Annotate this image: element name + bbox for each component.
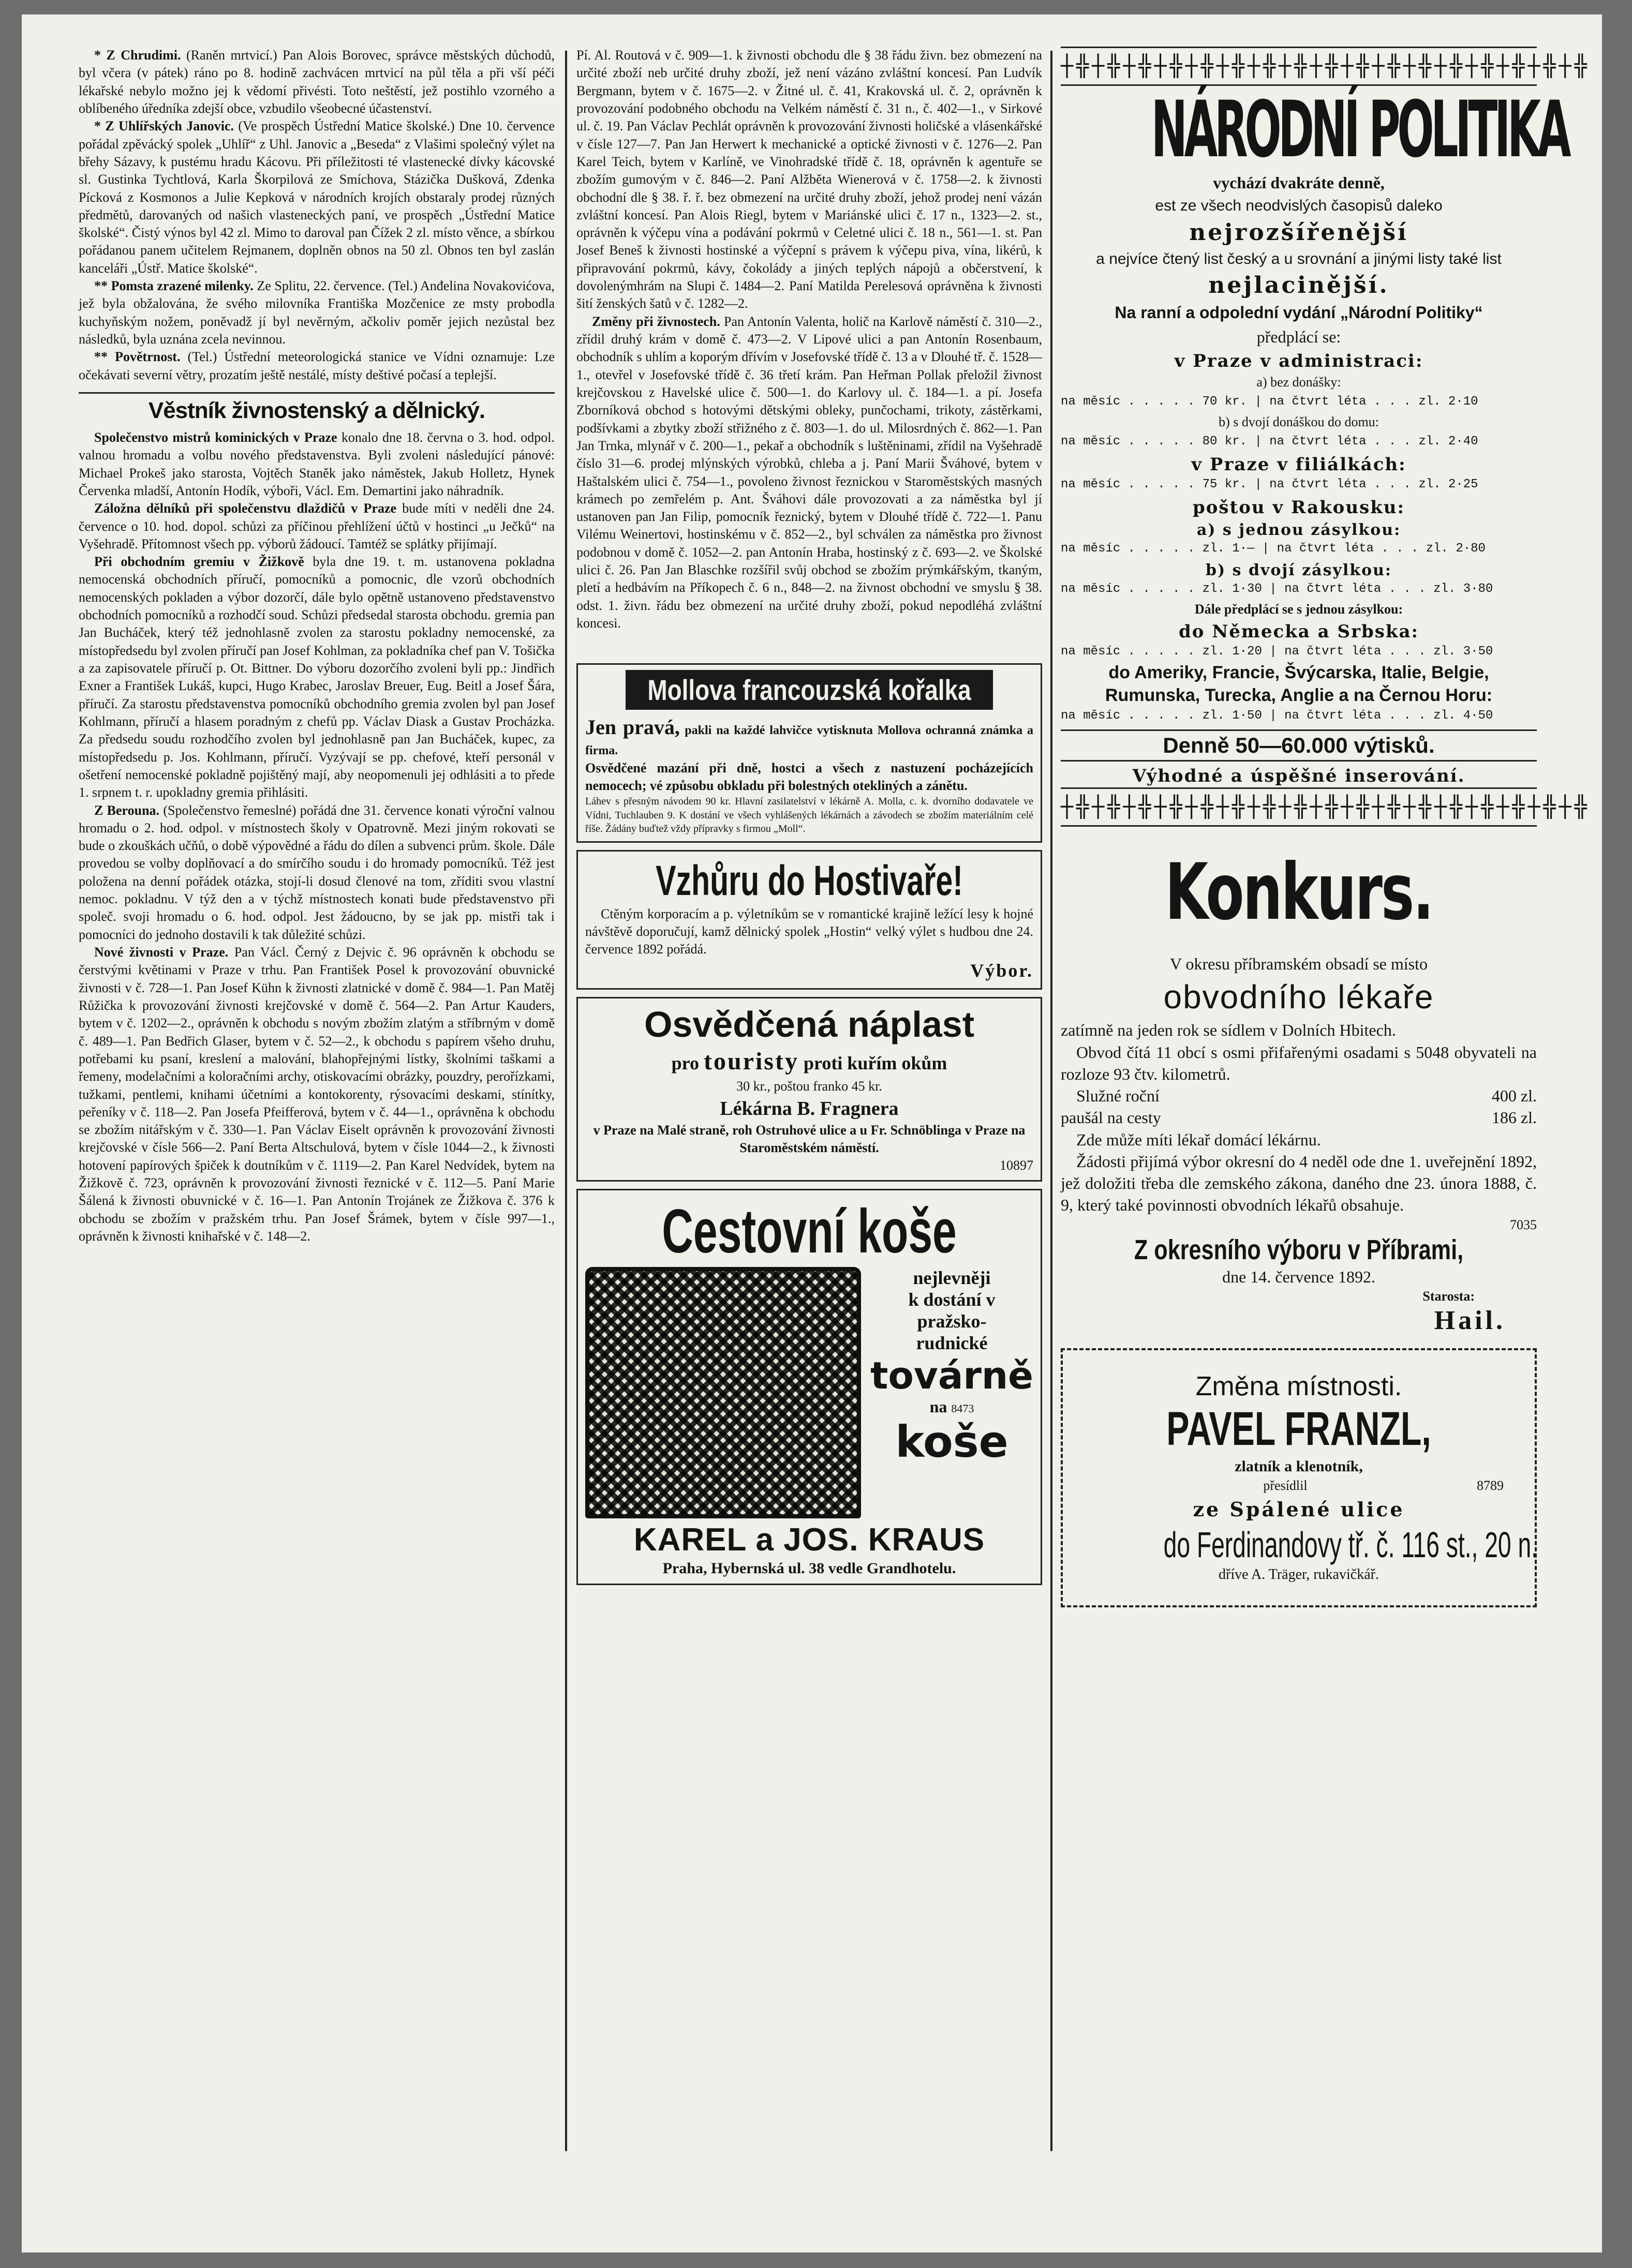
- ad-naplast-touristy: touristy: [703, 1048, 799, 1076]
- news-nove-zivnosti: [79, 944, 555, 1245]
- ad-kose-right: [870, 1267, 1033, 1518]
- news-janovice: [79, 117, 555, 277]
- text-kominici: konalo dne 18. června o 3. hod. odpol. valnou hromadu a volbu nového představenstva. Byli zvoleni následující pánové: Michael Prokeš jako starosta, Vojtěch Staněk jako náměstek, Jakub Holletz, Hynek Červenka mladší, Antonín Hodík, výboři, Václ. Em. Demartini jako náhradník.: [79, 429, 555, 498]
- ad-naplast-number: 10897: [1000, 1158, 1033, 1173]
- text-pomsta: Ze Splitu, 22. července. (Tel.) Anđelina Novakovićova, jež byla obžalována, že svého milovníka Františka Mozčenice ze msty probodla kuchyňským nožem, poněvadž jí byl nevěrným, ačkoliv poměr jejich nezůstal bez následků, byla uznána zcela nevinnou.: [79, 278, 555, 347]
- newspaper-page: [22, 14, 1602, 2252]
- ornament-border-mid: [1061, 787, 1590, 827]
- np-dale: Dále předplácí se s jednou zásylkou:: [1194, 601, 1403, 617]
- konkurs-salary-value: 400 zl.: [1491, 1086, 1537, 1106]
- np-filialky: v Praze v filiálkách:: [1191, 454, 1406, 475]
- ornament-icon: ┼╬┼╬┼╬┼╬┼╬┼╬┼╬┼╬┼╬┼╬┼╬┼╬┼╬┼╬┼╬┼╬┼╬: [1061, 795, 1590, 819]
- ad-naplast-lekarna: Lékárna B. Fragnera: [720, 1097, 899, 1120]
- konkurs-intro: V okresu příbramském obsadí se místo: [1169, 954, 1428, 974]
- ad-mollova-jen-prava: Jen pravá,: [585, 715, 680, 739]
- section-title-vestnik: Věstník živnostenský a dělnický.: [79, 392, 555, 424]
- ad-hostivar: [576, 850, 1042, 990]
- lead-janovice: * Z Uhlířských Janovic.: [94, 118, 234, 134]
- konkurs-p3: Zde může míti lékař domácí lékárnu.: [1076, 1130, 1321, 1149]
- np-dvoji: b) s dvojí donáškou do domu:: [1219, 414, 1379, 429]
- news-zmeny: [576, 313, 1042, 633]
- konkurs-paus-label: paušál na cesty: [1061, 1108, 1161, 1127]
- ad-kose: [576, 1189, 1042, 1586]
- news-pomsta: [79, 277, 555, 348]
- ad-kose-num: 8473: [951, 1401, 974, 1415]
- np-dvoji-zas: b) s dvojí zásylkou:: [1206, 561, 1392, 579]
- konkurs-paus: [1061, 1107, 1537, 1128]
- ad-mollova-title: Mollova francouzská kořalka: [626, 670, 993, 710]
- ad-kose-address: Praha, Hybernská ul. 38 vedle Grandhotelu.: [662, 1559, 956, 1577]
- ad-naplast-pro: pro: [671, 1053, 699, 1074]
- ad-kose-company: KAREL a JOS. KRAUS: [633, 1521, 985, 1558]
- ad-mollova: [576, 663, 1042, 842]
- lead-chrudim: * Z Chrudimi.: [94, 48, 181, 63]
- ad-hostivar-title: Vzhůru do Hostivaře!: [656, 857, 963, 904]
- text-nove-zivnosti: Pan Václ. Černý z Dejvic č. 96 oprávněn k obchodu se čerstvými květinami v Praze v trhu. Pan František Posel k provozování obuvnické živnosti v č. 728—1. Pan Josef Kühn k živnosti zlatnické v domě č. 984—1. Pan Matěj Růžička k provozování živnosti krejčovské v domě č. 564—2. Pan Artur Kauders, bytem v č. 1202—2., oprávněn k obchodu s novým zbožím zlatým a stříbrným v domě č. 489—1. Pan Bedřich Glaser, bytem v č. 52—2., k obchodu s papírem všeho druhu, potřebami ku psaní, kreslení a malování, blahopřejnými lístky, školními taškami a řemeny, modelačními a koloračními archy, otiskovacími obrázky, pouzdry, perořízkami, tužkami, pentlemi, knihami účetními a kontokorenty, rýsovacími deskami, stínítky, peřeníky v č. 118—2. Pan Josefa Pfeifferová, bytem v č. 44—1., oprávněna k obchodu se zbožím nitářským v č. 330—1. Pan Václav Eiselt oprávněn k provozování živnosti krejčovské v čísle 566—2. Paní Berta Altschulová, bytem v čísle 1044—2., k živnosti hotovení papírových špiček k doutníkům v č. 1119—2. Pan Karel Nedvídek, bytem na Žižkově č. 723, oprávněn k provozování živnosti řeznické v č. 112—5. Paní Marie Šálená k živnosti obuvnické v č. 16—1. Pan Antonín Trojánek ze Žižkova č. 376 k obchodu se zbožím v pražském trhu. Pan Josef Šrámek, bytem v čísle 997—1., oprávněn k živnosti knihařské v č. 148—2.: [79, 945, 555, 1244]
- ad-mollova-jen-note: pakli na každé lahvičce vytisknuta Mollova ochranná známka a firma.: [585, 724, 1034, 758]
- konkurs-salary: [1061, 1085, 1537, 1107]
- ad-naplast-kuri: proti kuřím okům: [803, 1053, 947, 1074]
- ad-franzl-num: 8789: [1477, 1478, 1504, 1493]
- np-price-6: na měsíc . . . . . zl. 1·20 | na čtvrt léta . . . zl. 3·50: [1061, 644, 1493, 659]
- np-bez-donasky: a) bez donášky:: [1256, 374, 1341, 390]
- column-left: [79, 47, 555, 2162]
- konkurs-salary-label: Služné roční: [1076, 1086, 1160, 1106]
- ad-kose-r7: koše: [895, 1416, 1008, 1467]
- np-nejvice: a nejvíce čtený list český a u srovnání a jinými listy také list: [1096, 250, 1502, 267]
- ad-mollova-body: Osvědčené mazání při dně, hostci a všech z nastuzení pocházejících nemocech; vé způsobu obkladu při bolestných otekliných a zánětu.: [585, 760, 1033, 794]
- konkurs-starosta: Starosta:: [1422, 1289, 1475, 1304]
- np-ameriky: do Ameriky, Francie, Švýcarska, Italie, Belgie, Rumunska, Turecka, Anglie a na Černou Horu:: [1105, 662, 1493, 706]
- ad-kose-r5: továrně: [870, 1353, 1033, 1397]
- ad-kose-r1: nejlevněji: [913, 1267, 991, 1288]
- konkurs-paus-value: 186 zl.: [1491, 1108, 1537, 1127]
- basket-illustration: [585, 1267, 861, 1518]
- konkurs-p1: zatímně na jeden rok se sídlem v Dolních Hbitech.: [1061, 1021, 1396, 1040]
- np-price-3: na měsíc . . . . . 75 kr. | na čtvrt léta . . . zl. 2·25: [1061, 478, 1478, 492]
- ad-naplast-title: Osvědčená náplast: [644, 1004, 975, 1045]
- news-gremium: [79, 553, 555, 801]
- ad-mollova-price: Láhev s přesným návodem 90 kr. Hlavní zasilatelství v lékárně A. Molla, c. k. dvorního dodavatele ve Vídni, Tuchlauben 9. K dostání ve všech vyhlášených lékárnách a závodech se zbožím materiálním celé říše. Žádány buďtež vždy přípravky s firmou „Moll“.: [585, 796, 1033, 835]
- lead-zalozna: Záložna dělníků při společenstvu dlaždičů v Praze: [94, 501, 397, 516]
- lead-gremium: Při obchodním gremiu v Žižkově: [94, 554, 304, 570]
- lead-beroun: Z Berouna.: [94, 802, 160, 818]
- lead-nove-zivnosti: Nové živnosti v Praze.: [94, 945, 229, 960]
- lead-povetrnost: ** Povětrnost.: [94, 349, 181, 365]
- ornament-border-top: [1061, 47, 1590, 86]
- np-price-1: na měsíc . . . . . 70 kr. | na čtvrt léta . . . zl. 2·10: [1061, 395, 1478, 409]
- ad-kose-r4: rudnické: [916, 1332, 988, 1353]
- ad-kose-r2: k dostání v: [908, 1289, 996, 1310]
- np-nejlacinejsi: nejlacinější.: [1208, 272, 1389, 299]
- np-price-4: na měsíc . . . . . zl. 1·— | na čtvrt léta . . . zl. 2·80: [1061, 541, 1486, 556]
- ad-franzl-title: Změna místnosti.: [1195, 1371, 1402, 1402]
- ad-hostivar-body: Ctěným korporacím a p. výletníkům se v romantické krajině ležící lesy k hojné návštěvě doporučují, kamž dělnický spolek „Hostin“ velký výlet s hudbou dne 24. července 1892 pořádá.: [585, 906, 1033, 957]
- konkurs-num: 7035: [1510, 1217, 1537, 1232]
- news-beroun: [79, 802, 555, 944]
- np-price-5: na měsíc . . . . . zl. 1·30 | na čtvrt léta . . . zl. 3·80: [1061, 581, 1493, 596]
- ad-franzl-ze: ze Spálené ulice: [1193, 1498, 1405, 1521]
- lead-zmeny: Změny při živnostech.: [592, 314, 720, 329]
- text-zmeny: Pan Antonín Valenta, holič na Karlově náměstí č. 310—2., zřídil druhý krám v domě č. 473—2. V Lipové ulici a pan Antonín Rosenbaum, obchodník s uhlím a koporým dřívím v Josefovské třídě č. 13 a v Dlouhé tř. č. 1528—1., otevřel v Josefovské třídě č. 36 třetí krám. Pan Heřman Pollak přeložil živnost krejčovskou z Havelské ulice č. 500—1. do Karlovy ul. č. 184—1. a pí. Josefa Zborníková obchod s hotovými dětskými obleky, punčochami, trikoty, zástěrkami, podšívkami a zbytky zboží střižného z č. 803—1. do ul. Milosrdných č. 862—1. Pan Jan Trnka, mlynář v č. 200—1., pekař a obchodník s luštěninami, zřídil na Vyšehradě číslo 31—6. prodej mlýnských výrobků, chleba a j. Paní Marii Šváhové, bytem v Haštalském ulici č. 754—1., povoleno živnost řeznickou v Staroměstských masných krámech po zemřelém p. Ant. Šváhovi dále provozovati a za náměstka byl jí ustanoven pan Jan Filip, pomocník řeznický, bytem v Dlouhé třídě č. 722—1. Panu Vilému Weinertovi, hostinskému v č. 852—2., byl schválen za náměstka pro živnost podobnou v domě č. 1052—2. pan Antonín Hraba, hostinský z č. 693—2. ve Školské ulici č. 26. Pan Jan Blaschke rozšířil svůj obchod se zbožím prýmkářským, tkaným, pletí a hedbávím na Příkopech č. 6 n., 848—2. na živnost obchodní ve smyslu § 38. odst. 1. živn. řádu bez obmezení na určité druhy zboží, pokud nepodléhá zvláštní koncesi.: [576, 314, 1043, 631]
- news-zalozna: [79, 500, 555, 553]
- ornament-icon: ┼╬┼╬┼╬┼╬┼╬┼╬┼╬┼╬┼╬┼╬┼╬┼╬┼╬┼╬┼╬┼╬┼╬: [1061, 54, 1590, 78]
- text-zalozna: bude míti v neděli dne 24. července o 10. hod. dopol. schůzi za příčinou přehlížení účtů v hostinci „u Ječků“ na Vyšehradě. Přítomnost všech pp. výborů žádoucí. Tamtéž se splátky přijímají.: [79, 501, 555, 551]
- np-predplaci: předplácí se:: [1256, 327, 1341, 346]
- konkurs-date: dne 14. července 1892.: [1222, 1267, 1375, 1286]
- konkurs-p2: Obvod čítá 11 obcí s osmi přifařenými osadami s 5048 obyvateli na rozloze 93 čtv. kilometrů.: [1061, 1042, 1537, 1083]
- ad-kose-r3: pražsko-: [917, 1310, 987, 1332]
- masthead-narodni-politika: NÁRODNÍ POLITIKA: [1151, 85, 1568, 175]
- ad-franzl-presidlil: [1094, 1477, 1504, 1495]
- text-beroun: (Společenstvo řemeslné) pořádá dne 31. července konati výroční valnou hromadu o 2. hod. odpol. v místnostech školy v Opatrovně. Mezi jiným rokovati se bude o zkouškách učňů, o době výpovědné a řádu do dílen a subvenci prům. škole. Dále provedou se volby doplňovací a do smírčího soudu i do hromady pomocníků. Též jest položena na denní pořádek otázka, stojí-li dosud členové na tom, zříditi svou vlastní nemoc. pokladnu. V týž den a v týchž místnostech konati bude představenstvo při společ. svoji hromadu o 6. hod. odpol. Jest žádoucno, by se jak pp. mistři tak i pomocníci do jednoho dostavili k tak důležité schůzi.: [79, 802, 555, 942]
- lead-kominici: Společenstvo mistrů kominických v Praze: [94, 429, 337, 445]
- np-vyhodne: Výhodné a úspěšné inserování.: [1132, 766, 1465, 787]
- column-right: [1061, 47, 1590, 2162]
- ad-franzl-presidlil-text: přesídlil: [1263, 1478, 1308, 1493]
- ad-naplast: [576, 997, 1042, 1182]
- ad-kose-title: Cestovní koše: [662, 1196, 957, 1266]
- ad-mollova-jen: [585, 714, 1033, 759]
- ad-franzl-drive: dříve A. Träger, rukavičkář.: [1219, 1566, 1379, 1583]
- ad-naplast-line1: [585, 1045, 1033, 1078]
- ad-franzl-trade: zlatník a klenotník,: [1235, 1458, 1363, 1475]
- konkurs-title: Konkurs.: [1165, 847, 1433, 938]
- konkurs-name: Hail.: [1434, 1306, 1506, 1336]
- text-janovice: (Ve prospěch Ústřední Matice školské.) Dne 10. července pořádal zpěvácký spolek „Uhlíř“ z Uhl. Janovic a „Beseda“ z Vlašimi společný výlet na břehy Sázavy, k pustému hradu Kácovu. Při příležitosti té vlastenecké dívky kácovské sl. Gustinka Tychtlová, Karla Škorpilová ze Smíchova, Stázička Dušková, Zdenka Pícková z Kosmonos a Julie Kepková v národních krojích obstaraly prodej různých předmětů, darovaných od našich vlasteneckých paní, ve prospěch „Ústřední Matice školské“. Čistý výnos byl 42 zl. Mimo to daroval pan Čížek 2 zl. místo věnce, a sbírkou pořádanou panem učitelem Rejmanem, doplněn obnos na 50 zl. Obnos ten byl zaslán kanceláři „Ústř. Matice školské“.: [79, 118, 555, 276]
- ad-hostivar-sign: Výbor.: [970, 960, 1033, 981]
- np-jednou: a) s jednou zásylkou:: [1196, 520, 1401, 539]
- konkurs-from: Z okresního výboru v Příbrami,: [1134, 1234, 1464, 1265]
- np-na-ranni: Na ranní a odpolední vydání „Národní Politiky“: [1115, 303, 1483, 322]
- np-nejrozsirenejsi: nejrozšířenější: [1189, 219, 1408, 246]
- ad-franzl-name: PAVEL FRANZL,: [1166, 1402, 1431, 1456]
- news-chrudim: [79, 47, 555, 117]
- news-kominici: [79, 429, 555, 500]
- column-rule: [565, 51, 567, 2151]
- ad-naplast-price: 30 kr., poštou franko 45 kr.: [736, 1079, 882, 1094]
- ad-franzl: [1061, 1348, 1537, 1607]
- ad-franzl-do: do Ferdinandovy tř. č. 116 st., 20 n.: [1163, 1525, 1538, 1565]
- np-est: est ze všech neodvislých časopisů daleko: [1155, 197, 1443, 215]
- np-denne: Denně 50—60.000 výtisků.: [1061, 729, 1537, 762]
- np-postou: poštou v Rakousku:: [1192, 497, 1405, 518]
- np-price-2: na měsíc . . . . . 80 kr. | na čtvrt léta . . . zl. 2·40: [1061, 435, 1478, 449]
- lead-pomsta: ** Pomsta zrazené milenky.: [94, 278, 254, 294]
- column-middle: [576, 47, 1042, 2162]
- text-chrudim: (Raněn mrtvicí.) Pan Alois Borovec, správce městských důchodů, byl včera (v pátek) ráno po 8. hodině zachvácen mrtvicí na půl těla a při vší péči lékařské nebylo možno jej k vědomí přivésti. Toto neštěstí, jež postihlo vzorného a oblíbeného úředníka zdejší obce, vzbudilo všeobecné účastenství.: [79, 48, 555, 116]
- news-continued: Pí. Al. Routová v č. 909—1. k živnosti obchodu dle § 38 řádu živn. bez obmezení na určité zboží neb určité druhy zboží, jež není vázáno zvláštní koncesí. Pan Ludvík Bergmann, bytem v č. 1675—2. v Žitné ul. č. 41, Krakovská ul. č. 2, oprávněn k provozování podobného obchodu na Velkém náměstí č. 31 n., č. 402—1., v Sirkové ul. č. 19. Pan Václav Pechlát oprávněn k provozování živnosti holičské a vlásenkářské v čísle 127—7. Pan Jan Herwert k mechanické a optické živnosti v č. 1276—2. Pan Karel Teich, bytem v Karlíně, ve Vinohradské třídě č. 18, oprávněn k agentuře se zbožím gumovým v č. 846—2. Paní Alžběta Wienerová v č. 1758—2. k živnosti obchodní dle § 38. ř. ř. bez obmezení na určité druhy zboží, jehož prodej není vázán zvláštní koncesí. Pan Alois Riegl, bytem v Mariánské ulici č. 17 n., 1323—2. st., oprávněn k výčepu vína a podávání pokrmů v Celetné ulici č. 18 n., 561—1. st. Pan Josef Beneš k živnosti hostinské a výčepní s právem k výčepu piva, vína, likérů, k připravování pokrmů, kávy, čokolády a jiných teplých nápojů a občerstvení, k dovolenýmhrám na Slupi č. 1484—2. Paní Matilda Perelesová oprávněna k živnosti šití ženských šatů v č. 1282—2.: [576, 48, 1042, 311]
- ad-kose-na: na: [929, 1397, 947, 1416]
- konkurs-p4: Žádosti přijímá výbor okresní do 4 neděl ode dne 1. uveřejnění 1892, jež doložiti třeba dle zemského zákona, daného dne 23. února 1888, č. 9, který také povinnosti obvodních lékařů obsahuje.: [1061, 1152, 1537, 1215]
- text-povetrnost: (Tel.) Ústřední meteorologická stanice ve Vídni oznamuje: Lze očekávati severní větry, prozatím ještě nestálé, místy deštivé počasí a teplejší.: [79, 349, 555, 382]
- news-povetrnost: [79, 348, 555, 384]
- np-v-praze: v Praze v administraci:: [1174, 350, 1423, 371]
- np-vychazi: vychází dvakráte denně,: [1213, 173, 1385, 192]
- column-rule: [1050, 51, 1052, 2151]
- np-price-7: na měsíc . . . . . zl. 1·50 | na čtvrt léta . . . zl. 4·50: [1061, 709, 1493, 723]
- konkurs-lekar: obvodního lékaře: [1163, 978, 1434, 1016]
- np-nemecka: do Německa a Srbska:: [1178, 621, 1419, 642]
- ad-kose-r6: [870, 1397, 1033, 1416]
- text-gremium: byla dne 19. t. m. ustanovena pokladna nemocenská obchodních příručí, pomocníků a pomocnic, dle vzorů obchodních nemocenských pokladen a výbor dozorčí, dále bylo opětně ustanoveno představenstvo obchodních pomocníků a rozhodčí soud. Schůzi předsedal starosta obchodu. gremia pan Jan Bucháček, který též jednohlasně zvolen za starostu pokladny nemocenské, za místopředsedu byl zvolen příručí pan Josef Kohlman, za pokladníka chef pan V. Tošička a za zapisovatele příručí p. Ot. Bittner. Do výboru dozorčího zvoleni byli pp.: Jindřich Exner a František Lukáš, kupci, Hugo Krabec, Jaroslav Breuer, Eug. Beitl a Josef Šára, příručí. Za starostu představenstva pomocníků obchodního gremia zvolen byl pan Josef Kohlmann, příručí a hlasem poradným z chefů pp. Václav Diask a Gustav Procházka. Za předsedu soudu rozhodčího zvolen byl jednohlasně pan Jan Bucháček, kupec, za místopředsedu p. Jos. Kohlmann, příručí. Vyzývají se pp. chefové, kteří personál v ošetření nemocenské pokladně pojištěný mají, aby neopomenuli jej odhlásiti a to přede 1. srpnem t. r. upokladny gremia přihlásiti.: [79, 554, 555, 800]
- ad-kose-body: [585, 1267, 1033, 1518]
- ad-naplast-address: v Praze na Malé straně, roh Ostruhové ulice a u Fr. Schnöblinga v Praze na Staroměstském náměstí.: [593, 1122, 1026, 1156]
